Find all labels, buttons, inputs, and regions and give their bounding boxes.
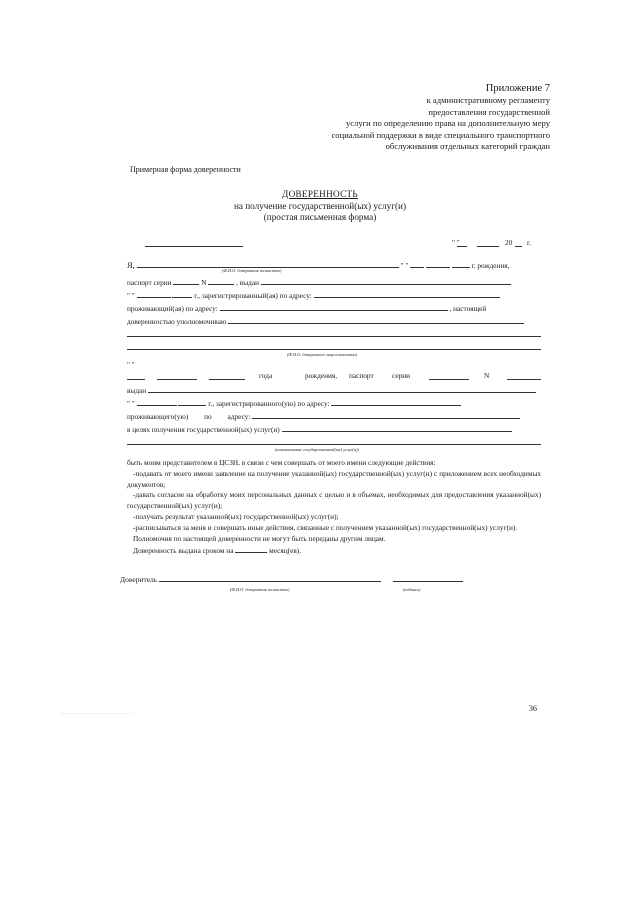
birth-word: рождения, <box>305 371 338 380</box>
year-line[interactable] <box>515 238 522 247</box>
page-number: 36 <box>528 704 537 713</box>
passport-n-label: N <box>201 278 207 287</box>
principal-row <box>127 259 541 272</box>
passport-row <box>127 276 541 289</box>
appendix-line: предоставления государственной <box>428 106 550 117</box>
purpose-line[interactable] <box>282 423 512 432</box>
passport-word: паспорт <box>349 371 374 380</box>
signature-row <box>120 573 480 592</box>
footer-dotted-mark: . . . . . . . . . . . . . . . . . . <box>62 710 132 716</box>
agent-birth-day-line[interactable] <box>127 371 145 380</box>
birth-label: г. рождения, <box>471 261 510 270</box>
date-quote: " " <box>127 360 135 369</box>
birth-year-line[interactable] <box>452 259 470 268</box>
passport-number-line[interactable] <box>208 276 234 285</box>
agent-registered-row <box>127 397 541 410</box>
agent-issue-year-line[interactable] <box>178 397 206 406</box>
birth-month-line[interactable] <box>426 259 450 268</box>
issue-date-line[interactable] <box>137 289 171 298</box>
day-line[interactable] <box>457 238 467 247</box>
date-row <box>127 238 541 251</box>
authorize-line-2[interactable] <box>127 328 541 337</box>
signature-sign-line[interactable] <box>393 573 463 582</box>
agent-living-row <box>127 410 541 423</box>
passport-series-line[interactable] <box>173 276 199 285</box>
agent-registered-line[interactable] <box>331 397 461 406</box>
agent-series-line[interactable] <box>429 371 469 380</box>
year-suffix: г. <box>527 238 531 247</box>
title-line2: на получение государственной(ых) услуг(и) <box>233 200 407 211</box>
purpose-row <box>127 423 541 436</box>
document-title <box>0 189 640 224</box>
appendix-header <box>290 82 550 153</box>
registered-row <box>127 289 541 302</box>
agent-number-line[interactable] <box>507 371 541 380</box>
authorize-row <box>127 315 541 328</box>
agent-birth-year-line[interactable] <box>209 371 245 380</box>
authority-item-sign: -расписываться за меня и совершать иные действия, связанные с получением указанной(ых) государственной(ых) услуг(и). <box>133 522 518 532</box>
month-line[interactable] <box>477 238 499 247</box>
authority-block <box>127 458 541 557</box>
purpose-line-2[interactable] <box>127 436 541 445</box>
authorize-line-1[interactable] <box>228 315 524 324</box>
agent-date-quote-row <box>127 360 541 371</box>
issue-year-line[interactable] <box>172 289 192 298</box>
signature-sign-hint: (подпись) <box>403 587 421 592</box>
series-word: серии <box>392 371 411 380</box>
purpose-row-2 <box>127 436 541 452</box>
birth-day-line[interactable] <box>410 259 424 268</box>
agent-issued-row <box>127 384 541 397</box>
date-quote: " " <box>127 291 135 300</box>
principal-fio-hint: (Ф.И.О. доверителя полностью) <box>222 268 282 273</box>
sample-form-label: Примерная форма доверенности <box>130 165 241 174</box>
purpose-label: в целях получения государственной(ых) услуг(и) <box>127 425 280 434</box>
agent-living-w2: по <box>204 412 212 421</box>
agent-n-label: N <box>484 371 490 380</box>
living-row <box>127 302 541 315</box>
appendix-line: социальной поддержки в виде специального транспортного <box>331 129 550 140</box>
authorize-line-3[interactable] <box>127 341 541 350</box>
registered-address-line[interactable] <box>314 289 500 298</box>
title-line3: (простая письменная форма) <box>263 212 377 222</box>
living-label: проживающий(ая) по адресу: <box>127 304 218 313</box>
principal-name-line[interactable] <box>137 259 399 268</box>
appendix-line: к административному регламенту <box>426 95 550 105</box>
ya-label: Я, <box>127 260 135 270</box>
agent-registered-label: г., зарегистрированного(ую) по адресу: <box>208 399 330 408</box>
signature-name-line[interactable] <box>159 573 381 582</box>
agent-fio-hint: (Ф.И.О. доверенного лица полностью) <box>287 352 358 357</box>
authorize-label: доверенностью уполномочиваю <box>127 317 227 326</box>
agent-issued-label: выдан <box>127 386 147 395</box>
agent-living-w1: проживающего(ую) <box>127 412 189 421</box>
appendix-line: услуги по определению права на дополнительную меру <box>345 118 550 129</box>
passport-issued-label: , выдан <box>236 278 259 287</box>
service-hint: (наименование государственной(ых) услуг(и)) <box>275 447 359 452</box>
authority-no-transfer: Полномочия по настоящей доверенности не могут быть переданы другим лицам. <box>133 533 386 543</box>
authority-item-receive: -получать результат указанной(ых) государственной(ых) услуг(и); <box>133 511 339 521</box>
term-row <box>127 544 541 557</box>
term-suffix: месяц(ев). <box>269 546 302 556</box>
authority-item-submit: -подавать от моего имени заявление на получение указанной(ых) государственной(ых) услуг(и) с приложением всех необходимых документов; <box>127 468 541 489</box>
appendix-title: Приложение 7 <box>485 83 550 94</box>
date-quote: " " <box>452 238 460 247</box>
year-word: года <box>259 371 273 380</box>
authority-intro: быть моим представителем в ЦСЗН, в связи с чем совершать от моего имени следующие действия: <box>127 458 436 467</box>
signature-label: Доверитель <box>120 575 158 584</box>
term-prefix: Доверенность выдана сроком на <box>133 546 234 556</box>
passport-issued-line[interactable] <box>261 276 511 285</box>
present-label: , настоящей <box>449 304 487 313</box>
agent-issued-line[interactable] <box>148 384 536 393</box>
authority-item-consent: -давать согласие на обработку моих персональных данных с целью и в объемах, необходимых для предоставления указанной(ых) государственной(ых) услуг(и); <box>127 490 541 511</box>
registered-label: г., зарегистрированный(ая) по адресу: <box>194 291 312 300</box>
signature-fio-hint: (Ф.И.О. доверителя полностью) <box>230 587 290 592</box>
authorize-row-3 <box>127 341 541 357</box>
form-body <box>127 238 541 557</box>
date-quote: " " <box>400 261 409 270</box>
year-label: 20 <box>505 238 513 247</box>
authorize-row-2 <box>127 328 541 341</box>
title-main: ДОВЕРЕННОСТЬ <box>282 189 358 199</box>
date-quote: " " <box>127 399 135 408</box>
term-line[interactable] <box>235 544 267 553</box>
agent-birth-row <box>127 371 541 384</box>
agent-issue-date-line[interactable] <box>137 397 177 406</box>
agent-birth-month-line[interactable] <box>157 371 197 380</box>
agent-living-line[interactable] <box>252 410 520 419</box>
passport-label: паспорт серии <box>127 278 172 287</box>
appendix-line: обслуживания отдельных категорий граждан <box>385 141 550 152</box>
living-address-line[interactable] <box>220 302 448 311</box>
place-line[interactable] <box>145 238 243 247</box>
agent-living-w3: адресу: <box>227 412 251 421</box>
